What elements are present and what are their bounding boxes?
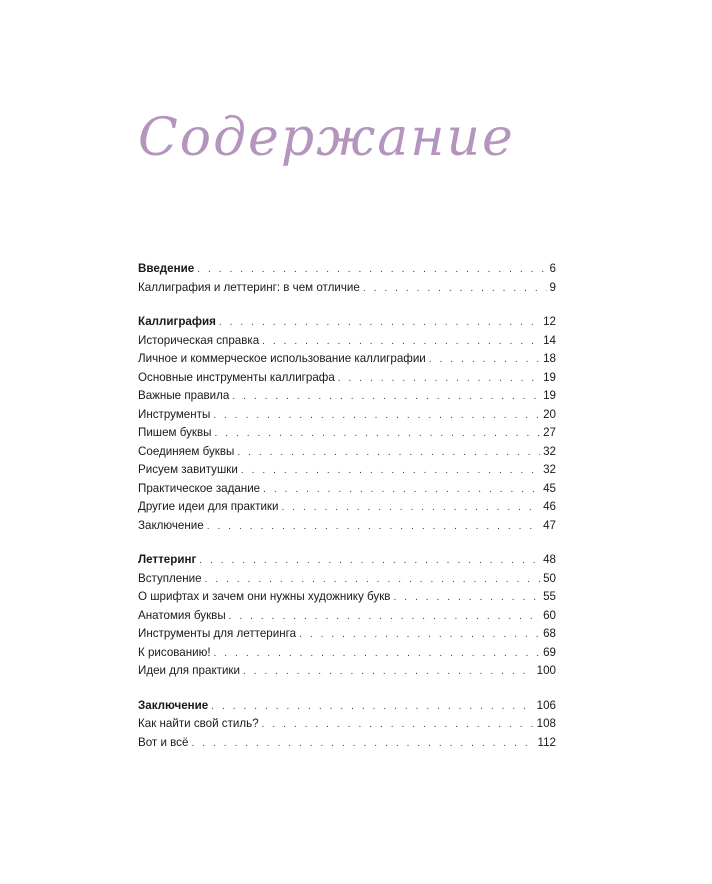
toc-page-number: 68 — [543, 627, 556, 640]
toc-dot-leader — [211, 698, 533, 717]
toc-page-number: 12 — [543, 315, 556, 328]
toc-page-number: 19 — [543, 370, 556, 384]
toc-page-number: 60 — [543, 608, 556, 622]
toc-page-number: 6 — [549, 262, 556, 275]
toc-dot-leader — [338, 370, 540, 389]
toc-entry[interactable] — [138, 443, 556, 462]
toc-page-number: 19 — [543, 389, 556, 402]
toc-dot-leader — [243, 663, 534, 682]
toc-page-number: 100 — [536, 664, 556, 677]
toc-page-number: 55 — [543, 590, 556, 603]
toc-entry-label: Личное и коммерческое использование каллиграфии — [138, 352, 426, 365]
toc-page-number: 20 — [543, 407, 556, 421]
toc-heading-label: Введение — [138, 262, 195, 275]
toc-dot-leader — [237, 444, 540, 463]
toc-entry[interactable] — [138, 662, 556, 681]
toc-entry-label: Соединяем буквы — [138, 444, 235, 458]
toc-entry[interactable] — [138, 387, 556, 406]
toc-dot-leader — [363, 280, 547, 299]
toc-entry[interactable] — [138, 715, 556, 734]
toc-entry-label: Инструменты — [138, 407, 211, 421]
toc-entry[interactable] — [138, 517, 556, 536]
toc-section — [138, 551, 556, 681]
toc-section-heading[interactable] — [138, 551, 556, 570]
page-title: Содержание — [138, 108, 515, 168]
toc-page-number: 32 — [543, 444, 556, 458]
toc-dot-leader — [215, 425, 541, 444]
toc-dot-leader — [281, 499, 540, 518]
toc-dot-leader — [219, 314, 540, 333]
toc-dot-leader — [197, 261, 546, 280]
toc-entry[interactable] — [138, 461, 556, 480]
toc-entry-label: Инструменты для леттеринга — [138, 627, 297, 640]
toc-heading-label: Каллиграфия — [138, 315, 216, 328]
toc-dot-leader — [241, 462, 540, 481]
toc-entry[interactable] — [138, 498, 556, 517]
toc-dot-leader — [263, 481, 540, 500]
toc-entry-label: Идеи для практики — [138, 664, 240, 677]
toc-entry-label: Каллиграфия и леттеринг: в чем отличие — [138, 280, 360, 294]
toc-entry-label: Практическое задание — [138, 481, 261, 495]
toc-dot-leader — [205, 571, 541, 590]
toc-entry-label: Заключение — [138, 518, 204, 532]
toc-entry[interactable] — [138, 480, 556, 499]
toc-entry[interactable] — [138, 625, 556, 644]
toc-page-number: 46 — [543, 500, 556, 513]
toc-entry[interactable] — [138, 607, 556, 626]
toc-entry-label: Вот и всё — [138, 735, 189, 749]
toc-entry-label: Другие идеи для практики — [138, 500, 279, 513]
toc-entry-label: Пишем буквы — [138, 426, 212, 439]
toc-dot-leader — [191, 735, 534, 754]
toc-heading-label: Леттеринг — [138, 553, 197, 566]
toc-entry-label: О шрифтах и зачем они нужны художнику букв — [138, 590, 391, 603]
toc-entry[interactable] — [138, 350, 556, 369]
toc-entry[interactable] — [138, 369, 556, 388]
toc-page-number: 27 — [543, 426, 556, 439]
toc-dot-leader — [232, 388, 540, 407]
toc-section — [138, 697, 556, 753]
toc-entry[interactable] — [138, 734, 556, 753]
toc-page-number: 69 — [543, 645, 556, 659]
toc-entry-label: Историческая справка — [138, 333, 260, 347]
toc-page-number: 47 — [543, 518, 556, 532]
toc-page-number: 14 — [543, 333, 556, 347]
toc-page-number: 18 — [543, 352, 556, 365]
toc-page-number: 9 — [549, 280, 556, 294]
toc-page-number: 32 — [543, 463, 556, 476]
toc-dot-leader — [299, 626, 540, 645]
toc-dot-leader — [213, 407, 540, 426]
toc-entry[interactable] — [138, 570, 556, 589]
toc-dot-leader — [429, 351, 540, 370]
toc-page-number: 106 — [536, 698, 556, 712]
toc-dot-leader — [393, 589, 540, 608]
toc-entry[interactable] — [138, 424, 556, 443]
toc-dot-leader — [214, 645, 541, 664]
toc-section-heading[interactable] — [138, 697, 556, 716]
toc-entry-label: Как найти свой стиль? — [138, 717, 259, 730]
toc-entry-label: Основные инструменты каллиграфа — [138, 370, 335, 384]
toc-entry-label: Анатомия буквы — [138, 608, 226, 622]
toc-section-heading[interactable] — [138, 313, 556, 332]
toc-page-number: 50 — [543, 571, 556, 585]
toc-dot-leader — [207, 518, 540, 537]
toc-entry-label: Рисуем завитушки — [138, 463, 238, 476]
table-of-contents — [138, 260, 556, 768]
toc-page-number: 45 — [543, 481, 556, 495]
toc-entry[interactable] — [138, 279, 556, 298]
toc-entry-label: Вступление — [138, 571, 202, 585]
toc-entry[interactable] — [138, 644, 556, 663]
toc-dot-leader — [262, 333, 540, 352]
toc-dot-leader — [262, 716, 534, 735]
toc-entry[interactable] — [138, 588, 556, 607]
toc-dot-leader — [229, 608, 540, 627]
toc-entry[interactable] — [138, 406, 556, 425]
toc-page-number: 112 — [537, 735, 556, 749]
toc-section — [138, 313, 556, 535]
toc-page-number: 48 — [543, 553, 556, 566]
toc-page-number: 108 — [536, 717, 556, 730]
toc-dot-leader — [199, 552, 540, 571]
toc-section-heading[interactable] — [138, 260, 556, 279]
toc-entry-label: К рисованию! — [138, 645, 211, 659]
toc-entry-label: Важные правила — [138, 389, 230, 402]
toc-section — [138, 260, 556, 297]
toc-entry[interactable] — [138, 332, 556, 351]
toc-heading-label: Заключение — [138, 698, 209, 712]
